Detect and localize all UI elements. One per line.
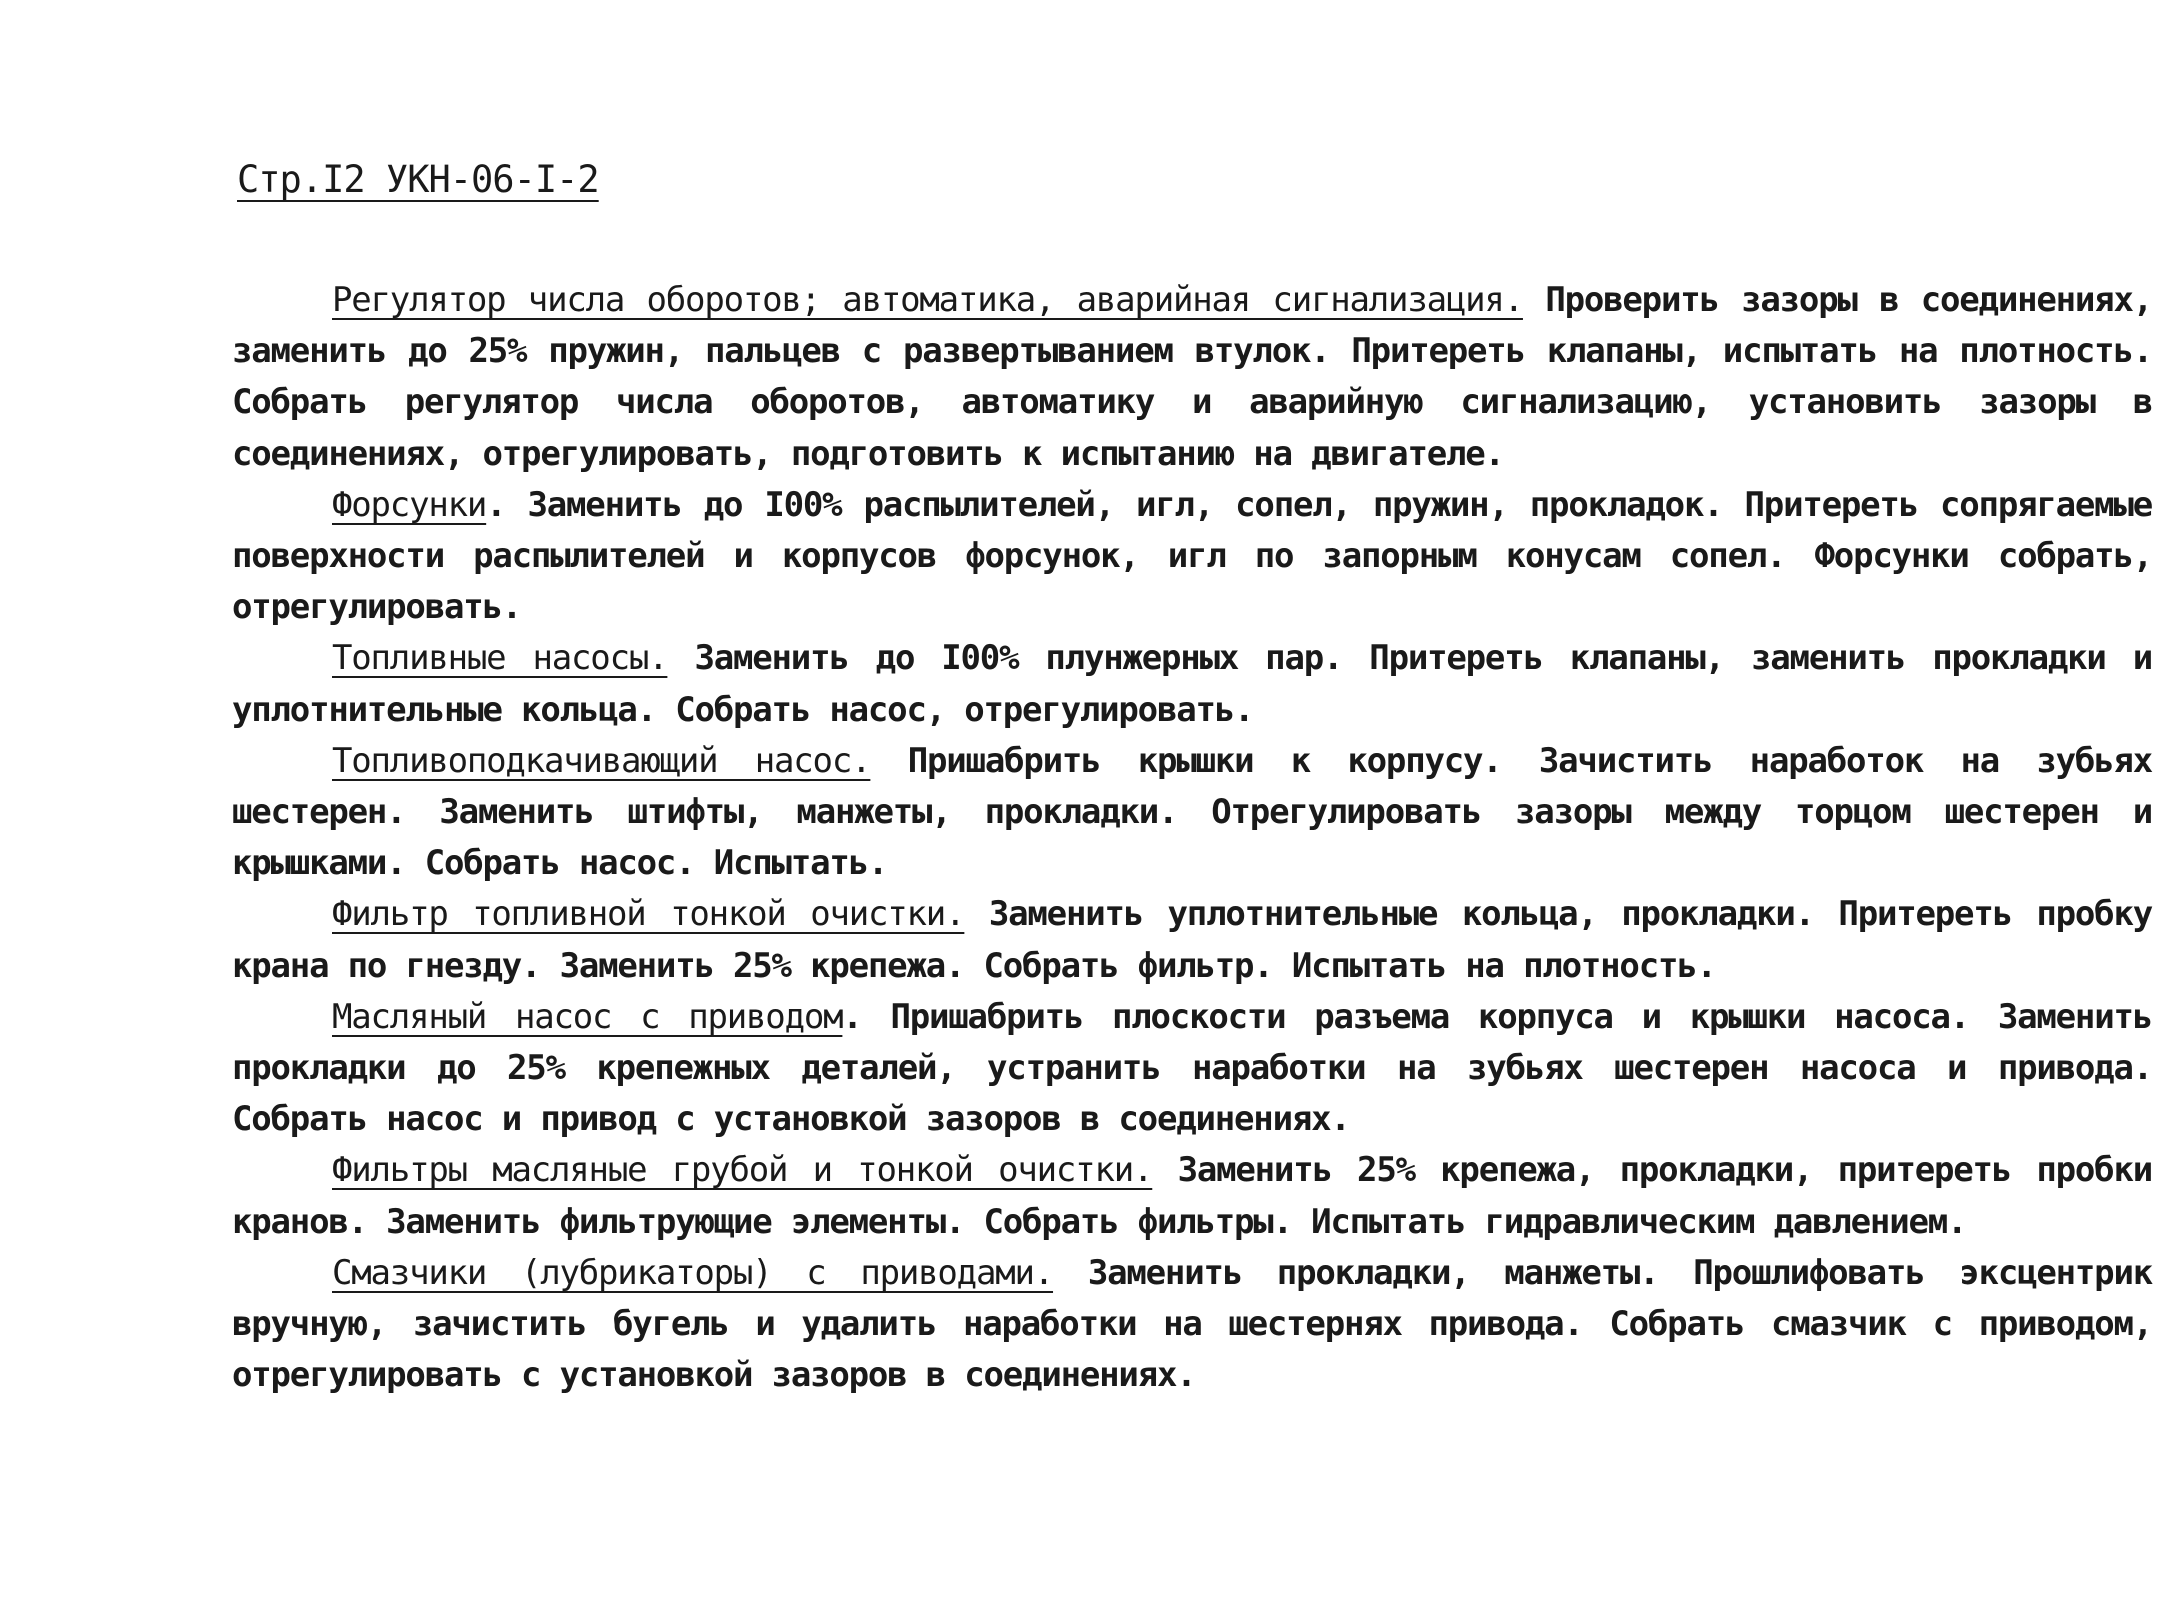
section-heading: Форсунки [332,484,487,525]
section-heading: Смазчики (лубрикаторы) с приводами. [332,1252,1054,1293]
section-heading: Фильтры масляные грубой и тонкой очистки. [332,1150,1153,1191]
section-text: Пришабрить крышки к корпусу. Зачистить наработок на зубьях шестерен. Заменить штифты, манжеты, прокладки. Отрегулировать зазоры между торцом шестерен и крышками. Собрать насос. Испытать. [232,740,2152,884]
section-fine-fuel-filter [232,889,2152,991]
section-fuel-pumps [232,633,2152,735]
section-injectors [232,480,2152,634]
section-governor [232,275,2152,480]
section-oil-pump [232,992,2152,1146]
section-text: Заменить 25% крепежа, прокладки, притереть пробки кранов. Заменить фильтрующие элементы. Собрать фильтры. Испытать гидравлическим давлением. [232,1150,2152,1242]
section-text: Заменить прокладки, манжеты. Прошлифовать эксцентрик вручную, зачистить бугель и удалить наработки на шестернях привода. Собрать смазчик с приводом, отрегулировать с установкой зазоров в соединениях. [232,1252,2152,1396]
document-body [232,275,2152,1401]
section-heading: Масляный насос с приводом [332,996,843,1037]
section-text: . Заменить до I00% распылителей, игл, сопел, пружин, прокладок. Притереть сопрягаемые поверхности распылителей и корпусов форсунок, игл по запорным конусам сопел. Форсунки собрать, отрегулировать. [232,484,2152,628]
section-heading: Топливные насосы. [332,638,668,679]
section-text: Проверить зазоры в соединениях, заменить до 25% пружин, пальцев с развертыванием втулок. Притереть клапаны, испытать на плотность. Собрать регулятор числа оборотов, автоматику и аварийную сигнализацию, установить зазоры в соединениях, отрегулировать, подготовить к испытанию на двигателе. [232,280,2152,474]
section-heading: Фильтр топливной тонкой очистки. [332,894,965,935]
section-heading: Топливоподкачивающий насос. [332,740,871,781]
section-text: Заменить уплотнительные кольца, прокладки. Притереть пробку крана по гнезду. Заменить 25% крепежа. Собрать фильтр. Испытать на плотность. [232,894,2152,986]
section-fuel-priming-pump [232,736,2152,890]
section-lubricators [232,1248,2152,1402]
section-text: Заменить до I00% плунжерных пар. Притереть клапаны, заменить прокладки и уплотнительные кольца. Собрать насос, отрегулировать. [232,638,2152,730]
section-heading: Регулятор числа оборотов; автоматика, аварийная сигнализация. [332,280,1523,320]
page-header: Стр.I2 УКН-06-I-2 [237,158,599,201]
section-text: . Пришабрить плоскости разъема корпуса и крышки насоса. Заменить прокладки до 25% крепежных деталей, устранить наработки на зубьях шестерен насоса и привода. Собрать насос и привод с установкой зазоров в соединениях. [232,996,2153,1140]
section-oil-filters [232,1145,2152,1247]
